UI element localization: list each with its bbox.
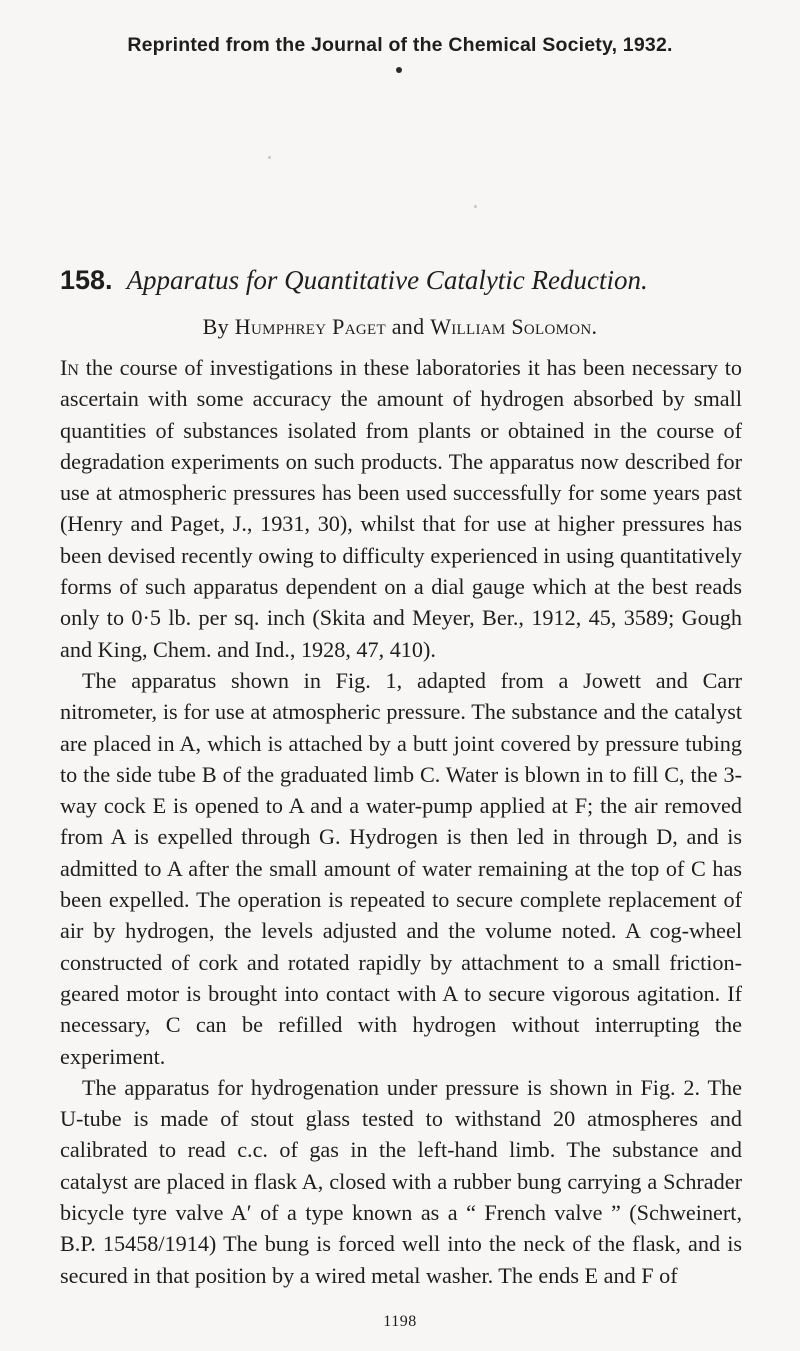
- article-title: Apparatus for Quantitative Catalytic Reduction.: [126, 265, 648, 295]
- article-heading: [60, 265, 780, 296]
- paragraph: [60, 352, 742, 665]
- authors-suffix: .: [591, 314, 598, 339]
- author-name: Humphrey Paget: [234, 314, 386, 339]
- paper-speck: [268, 156, 271, 159]
- paper-speck: [474, 205, 477, 208]
- authors-prefix: By: [202, 314, 235, 339]
- reprint-note: Reprinted from the Journal of the Chemical Society, 1932.: [127, 34, 673, 56]
- drop-word: In: [60, 355, 79, 380]
- paragraph: The apparatus for hydrogenation under pressure is shown in Fig. 2. The U-tube is made of stout glass tested to withstand 20 atmospheres and calibrated to read c.c. of gas in the left-hand limb. The substance and catalyst are placed in flask A, closed with a rubber bung carrying a Schrader bicycle tyre valve A′ of a type known as a “ French valve ” (Schweinert, B.P. 15458/1914) The bung is forced well into the neck of the flask, and is secured in that position by a wired metal washer. The ends E and F of: [60, 1074, 742, 1288]
- authors-and: and: [385, 314, 431, 339]
- author-name: William Solomon: [430, 314, 592, 339]
- header-dot: [396, 67, 402, 73]
- article-number: 158.: [60, 265, 113, 295]
- paragraph-text: the course of investigations in these laboratories it has been necessary to ascertain with some accuracy the amount of hydrogen absorbed by small quantities of substances isolated from plants or obtained in the course of degradation experiments on such products. The apparatus now described for use at atmospheric pressures has been used successfully for some years past (Henry and Paget, J., 1931, 30), whilst that for use at higher pressures has been devised recently owing to difficulty experienced in using quantitatively forms of such apparatus dependent on a dial gauge which at the best reads only to 0·5 lb. per sq. inch (Skita and Meyer, Ber., 1912, 45, 3589; Gough and King, Chem. and Ind., 1928, 47, 410).: [60, 355, 742, 662]
- paragraph: The apparatus shown in Fig. 1, adapted from a Jowett and Carr nitrometer, is for use at atmospheric pressure. The substance and the catalyst are placed in A, which is attached by a butt joint covered by pressure tubing to the side tube B of the graduated limb C. Water is blown in to fill C, the 3-way cock E is opened to A and a water-pump applied at F; the air removed from A is expelled through G. Hydrogen is then led in through D, and is admitted to A after the small amount of water remaining at the top of C has been expelled. The operation is repeated to secure complete replacement of air by hydrogen, the levels adjusted and the volume noted. A cog-wheel constructed of cork and rotated rapidly by attachment to a small friction-geared motor is brought into contact with A to secure vigorous agitation. If necessary, C can be refilled with hydrogen without interrupting the experiment.: [60, 667, 742, 1069]
- article-authors: [0, 314, 800, 340]
- article-body: [60, 352, 742, 1291]
- page-number: 1198: [383, 1313, 417, 1330]
